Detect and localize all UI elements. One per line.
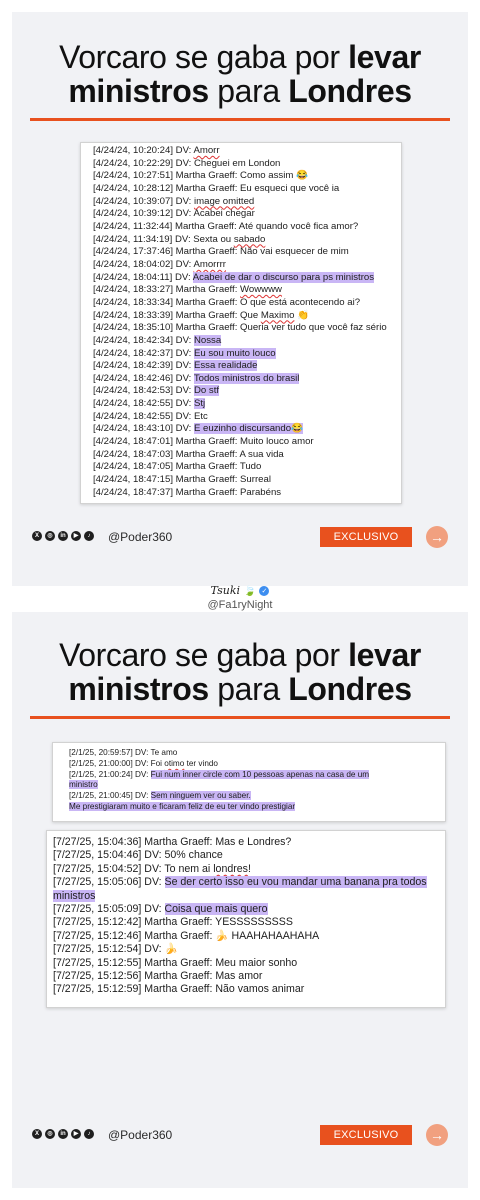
- spellcheck-text: Amorrrr: [193, 258, 226, 270]
- chat-message: [53, 836, 445, 849]
- instagram-icon[interactable]: ◎: [45, 1129, 55, 1139]
- social-icons: [32, 531, 94, 541]
- message-text: [4/24/24, 18:33:27] Martha Graeff:: [93, 284, 241, 296]
- chat-message: [93, 348, 401, 361]
- arrow-right-icon[interactable]: →: [426, 1124, 448, 1146]
- chat-message: [53, 890, 445, 903]
- message-text: [7/27/25, 15:05:09] DV:: [53, 903, 165, 916]
- youtube-icon[interactable]: ▶: [71, 1129, 81, 1139]
- message-text: [4/24/24, 10:39:12] DV: Acabei chegar: [93, 208, 255, 220]
- chat-message: [93, 411, 401, 424]
- chat-message: [93, 423, 401, 436]
- chat-message: [69, 759, 445, 770]
- message-text: [4/24/24, 10:22:29] DV: Cheguei em London: [93, 157, 281, 169]
- watermark-handle: @Fa1ryNight: [207, 599, 273, 611]
- message-text: [7/27/25, 15:12:54] DV: 🍌: [53, 943, 178, 956]
- message-text: [4/24/24, 18:04:11] DV:: [93, 271, 193, 283]
- chat-message: [53, 916, 445, 929]
- message-text: [4/24/24, 17:37:46] Martha Graeff: Não vai esquecer de mim: [93, 246, 349, 258]
- chat-message: [93, 373, 401, 386]
- highlighted-text: Essa realidade: [193, 360, 258, 372]
- message-text: [7/27/25, 15:05:06] DV:: [53, 876, 165, 889]
- message-text: [4/24/24, 18:42:46] DV:: [93, 372, 194, 384]
- verified-check-icon: ✓: [259, 586, 269, 596]
- spellcheck-text: sabado: [233, 233, 266, 245]
- message-text: !: [247, 862, 251, 875]
- message-text: [4/24/24, 18:47:01] Martha Graeff: Muito louco amor: [93, 436, 314, 448]
- highlighted-text: Do stf: [193, 385, 220, 397]
- linkedin-icon[interactable]: in: [58, 1129, 68, 1139]
- chat-message: [53, 863, 445, 876]
- message-text: [4/24/24, 10:20:24] DV:: [93, 145, 194, 156]
- message-text: [7/27/25, 15:04:36] Martha Graeff: Mas e Londres?: [53, 836, 292, 848]
- headline: Vorcaro se gaba por levar ministros para Londres: [59, 637, 421, 707]
- chat-message: [93, 449, 401, 462]
- tiktok-icon[interactable]: ♪: [84, 531, 94, 541]
- message-text: [7/27/25, 15:12:56] Martha Graeff: Mas amor: [53, 970, 263, 983]
- headline: Vorcaro se gaba por levar ministros para Londres: [59, 39, 421, 109]
- highlighted-text: Nossa: [193, 334, 222, 346]
- chat-log-excerpt-1: [52, 742, 446, 822]
- chat-message: [69, 770, 445, 781]
- chat-message: [93, 196, 401, 209]
- highlighted-text: Acabei de dar o discurso para ps ministros: [192, 271, 375, 283]
- chat-message: [53, 903, 445, 916]
- message-text: [7/27/25, 15:12:46] Martha Graeff: 🍌 HAAHAHAAHAHA: [53, 929, 320, 942]
- highlighted-text: ministro: [69, 780, 98, 790]
- chat-message: [93, 208, 401, 221]
- spellcheck-text: Maximo: [260, 309, 295, 321]
- spellcheck-text: otimo: [164, 758, 185, 768]
- chat-message: [93, 487, 401, 500]
- post-card-1: [12, 12, 468, 586]
- chat-message: [53, 983, 445, 996]
- chat-message: [93, 145, 401, 158]
- message-text: [4/24/24, 18:42:34] DV:: [93, 334, 194, 346]
- highlighted-text: Me prestigiaram muito e ficaram feliz de eu ter vindo prestigiar: [69, 801, 296, 811]
- linkedin-icon[interactable]: in: [58, 531, 68, 541]
- youtube-icon[interactable]: ▶: [71, 531, 81, 541]
- chat-message: [69, 802, 445, 813]
- chat-message: [53, 943, 445, 956]
- chat-log-excerpt-2: [46, 830, 446, 1008]
- chat-message: [53, 930, 445, 943]
- message-text: [4/24/24, 11:34:19] DV: Sexta ou: [93, 233, 234, 245]
- chat-message: [93, 234, 401, 247]
- watermark: [0, 584, 480, 611]
- headline-divider: [30, 118, 450, 121]
- chat-message: [93, 385, 401, 398]
- chat-message: [93, 284, 401, 297]
- chat-message: [53, 970, 445, 983]
- message-text: [7/27/25, 15:04:52] DV: To nem ai: [53, 862, 214, 875]
- message-text: [4/24/24, 10:27:51] Martha Graeff: Como assim 😂: [93, 170, 308, 182]
- post-card-2: [12, 612, 468, 1188]
- headline-divider: [30, 716, 450, 719]
- chat-message: [53, 957, 445, 970]
- message-text: [7/27/25, 15:12:55] Martha Graeff: Meu maior sonho: [53, 956, 298, 969]
- exclusivo-badge: EXCLUSIVO: [320, 527, 412, 547]
- leaf-icon: 🍃: [243, 586, 256, 597]
- chat-message: [93, 436, 401, 449]
- chat-message: [53, 849, 445, 862]
- message-text: [4/24/24, 10:39:07] DV:: [93, 195, 194, 207]
- message-text: [4/24/24, 18:35:10] Martha Graeff: Queria ver tudo que você faz sério: [93, 322, 387, 334]
- spellcheck-text: image omitted: [193, 195, 255, 207]
- highlighted-text: ministros: [53, 889, 96, 902]
- highlighted-text: Se der certo isso eu vou mandar uma banana pra todos: [164, 876, 427, 889]
- chat-message: [93, 360, 401, 373]
- chat-message: [69, 780, 445, 791]
- message-text: [4/24/24, 18:42:37] DV:: [93, 347, 194, 359]
- message-text: [4/24/24, 18:33:39] Martha Graeff: Que: [93, 309, 261, 321]
- message-text: [7/27/25, 15:04:46] DV: 50% chance: [53, 849, 223, 862]
- footer: [12, 1124, 468, 1148]
- message-text: [4/24/24, 18:42:55] DV: Etc: [93, 410, 208, 422]
- exclusivo-badge: EXCLUSIVO: [320, 1125, 412, 1145]
- highlighted-text: Fui num inner circle com 10 pessoas apenas na casa de um: [150, 769, 370, 779]
- message-text: [2/1/25, 21:00:45] DV:: [69, 791, 151, 801]
- chat-message: [93, 158, 401, 171]
- chat-message: [69, 748, 445, 759]
- highlighted-text: Eu sou muito louco: [193, 347, 276, 359]
- poder360-handle[interactable]: @Poder360: [108, 530, 173, 544]
- chat-message: [69, 791, 445, 802]
- chat-message: [93, 322, 401, 335]
- message-text: [4/24/24, 18:47:03] Martha Graeff: A sua vida: [93, 448, 284, 460]
- chat-message: [93, 183, 401, 196]
- message-text: [4/24/24, 18:47:05] Martha Graeff: Tudo: [93, 461, 262, 473]
- message-text: [4/24/24, 18:47:37] Martha Graeff: Parabéns: [93, 486, 282, 498]
- chat-log: [80, 142, 402, 504]
- watermark-name: Tsuki: [210, 584, 240, 597]
- message-text: [2/1/25, 20:59:57] DV: Te amo: [69, 748, 178, 757]
- chat-message: [93, 221, 401, 234]
- message-text: 👏: [294, 309, 310, 321]
- chat-message: [93, 170, 401, 183]
- message-text: [4/24/24, 18:42:39] DV:: [93, 360, 194, 372]
- message-text: [4/24/24, 18:47:15] Martha Graeff: Surreal: [93, 474, 271, 486]
- chat-message: [93, 474, 401, 487]
- message-text: [4/24/24, 18:42:55] DV:: [93, 398, 194, 410]
- arrow-right-icon[interactable]: →: [426, 526, 448, 548]
- message-text: [4/24/24, 18:04:02] DV:: [93, 258, 194, 270]
- footer: [12, 526, 468, 550]
- chat-message: [93, 398, 401, 411]
- chat-message: [93, 246, 401, 259]
- message-text: [4/24/24, 18:33:34] Martha Graeff: O que está acontecendo ai?: [93, 296, 361, 308]
- instagram-icon[interactable]: ◎: [45, 531, 55, 541]
- message-text: [4/24/24, 18:42:53] DV:: [93, 385, 194, 397]
- message-text: [2/1/25, 21:00:24] DV:: [69, 769, 151, 779]
- x-icon[interactable]: X: [32, 1129, 42, 1139]
- message-text: [7/27/25, 15:12:59] Martha Graeff: Não vamos animar: [53, 983, 305, 996]
- highlighted-text: Coisa que mais quero: [164, 903, 268, 916]
- chat-message: [93, 461, 401, 474]
- message-text: ter vindo: [184, 758, 218, 768]
- message-text: [7/27/25, 15:12:42] Martha Graeff: YESSSSSSSSS: [53, 916, 293, 929]
- message-text: [4/24/24, 18:43:10] DV:: [93, 423, 194, 435]
- message-text: [4/24/24, 11:32:44] Martha Graeff: Até quando você fica amor?: [93, 220, 359, 232]
- x-icon[interactable]: X: [32, 531, 42, 541]
- spellcheck-text: Amorr: [193, 145, 220, 156]
- chat-message: [93, 259, 401, 272]
- spellcheck-text: Wowwww: [240, 284, 282, 296]
- poder360-handle[interactable]: @Poder360: [108, 1128, 173, 1142]
- chat-message: [93, 297, 401, 310]
- highlighted-text: Stj: [193, 398, 206, 410]
- message-text: [4/24/24, 10:28:12] Martha Graeff: Eu esqueci que você ia: [93, 182, 340, 194]
- tiktok-icon[interactable]: ♪: [84, 1129, 94, 1139]
- chat-message: [53, 876, 445, 889]
- highlighted-text: Sem ninguem ver ou saber.: [150, 791, 251, 801]
- chat-message: [93, 272, 401, 285]
- message-text: [2/1/25, 21:00:00] DV: Foi: [69, 758, 165, 768]
- highlighted-text: E euzinho discursando😂: [193, 423, 303, 435]
- highlighted-text: Todos ministros do brasil: [193, 372, 300, 384]
- social-icons: [32, 1129, 94, 1139]
- chat-message: [93, 335, 401, 348]
- spellcheck-text: londres: [213, 862, 248, 875]
- chat-message: [93, 310, 401, 323]
